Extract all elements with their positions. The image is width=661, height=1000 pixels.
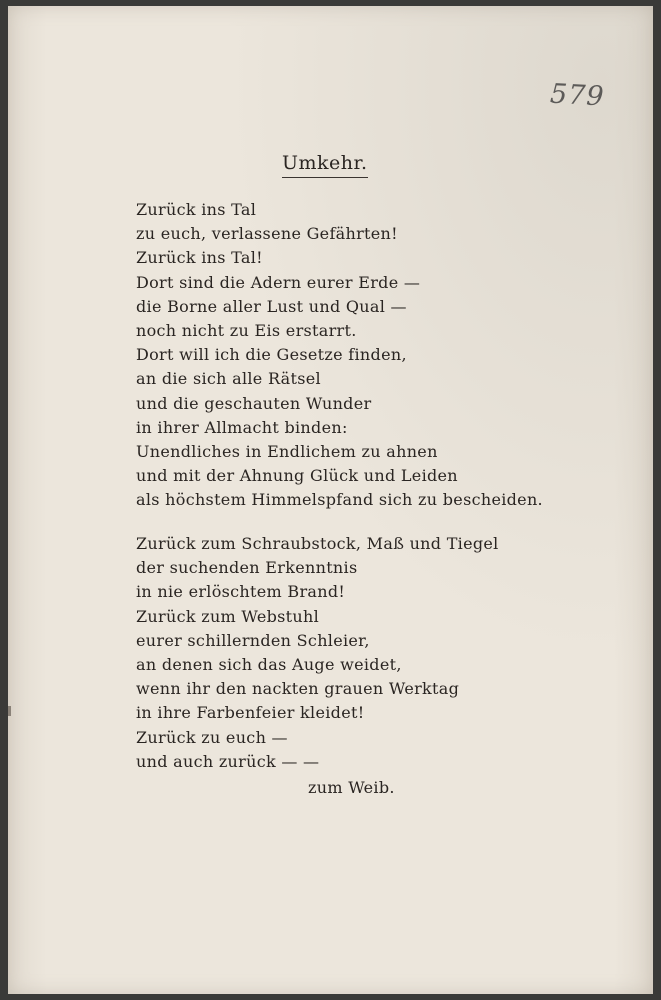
poem-line: und mit der Ahnung Glück und Leiden [136, 466, 458, 486]
poem-line: Dort will ich die Gesetze finden, [136, 345, 407, 365]
poem-line: Dort sind die Adern eurer Erde — [136, 272, 421, 292]
poem-line: an die sich alle Rätsel [136, 369, 321, 389]
poem-line: wenn ihr den nackten grauen Werktag [136, 679, 460, 699]
poem-line: und auch zurück — — [136, 751, 320, 771]
poem-line: Zurück zu euch — [136, 727, 288, 747]
poem-line: als höchstem Himmelspfand sich zu bescheiden. [136, 490, 543, 510]
page-edge-mark [8, 706, 11, 716]
poem-line: und die geschauten Wunder [136, 393, 372, 413]
poem-line: in nie erlöschtem Brand! [136, 582, 346, 602]
poem-line: eurer schillernden Schleier, [136, 630, 370, 650]
stanza-2 [136, 532, 499, 774]
poem-line: in ihrer Allmacht binden: [136, 417, 348, 437]
stanza-1 [136, 198, 543, 513]
poem-line: Zurück zum Schraubstock, Maß und Tiegel [136, 534, 499, 553]
poem-line: noch nicht zu Eis erstarrt. [136, 321, 357, 341]
poem-line: Zurück ins Tal! [136, 248, 263, 268]
poem-line: Unendliches in Endlichem zu ahnen [136, 442, 438, 462]
book-page [8, 6, 653, 994]
poem-line: Zurück ins Tal [136, 200, 257, 219]
poem-line: der suchenden Erkenntnis [136, 558, 358, 578]
page-number: 579 [549, 78, 606, 113]
poem-line: an denen sich das Auge weidet, [136, 655, 402, 675]
poem-line: Zurück zum Webstuhl [136, 606, 320, 626]
poem-line: zu euch, verlassene Gefährten! [136, 224, 398, 244]
poem-title: Umkehr. [282, 152, 368, 178]
poem-line: in ihre Farbenfeier kleidet! [136, 703, 365, 723]
poem-line: die Borne aller Lust und Qual — [136, 296, 407, 316]
poem-closing-line: zum Weib. [308, 778, 395, 797]
